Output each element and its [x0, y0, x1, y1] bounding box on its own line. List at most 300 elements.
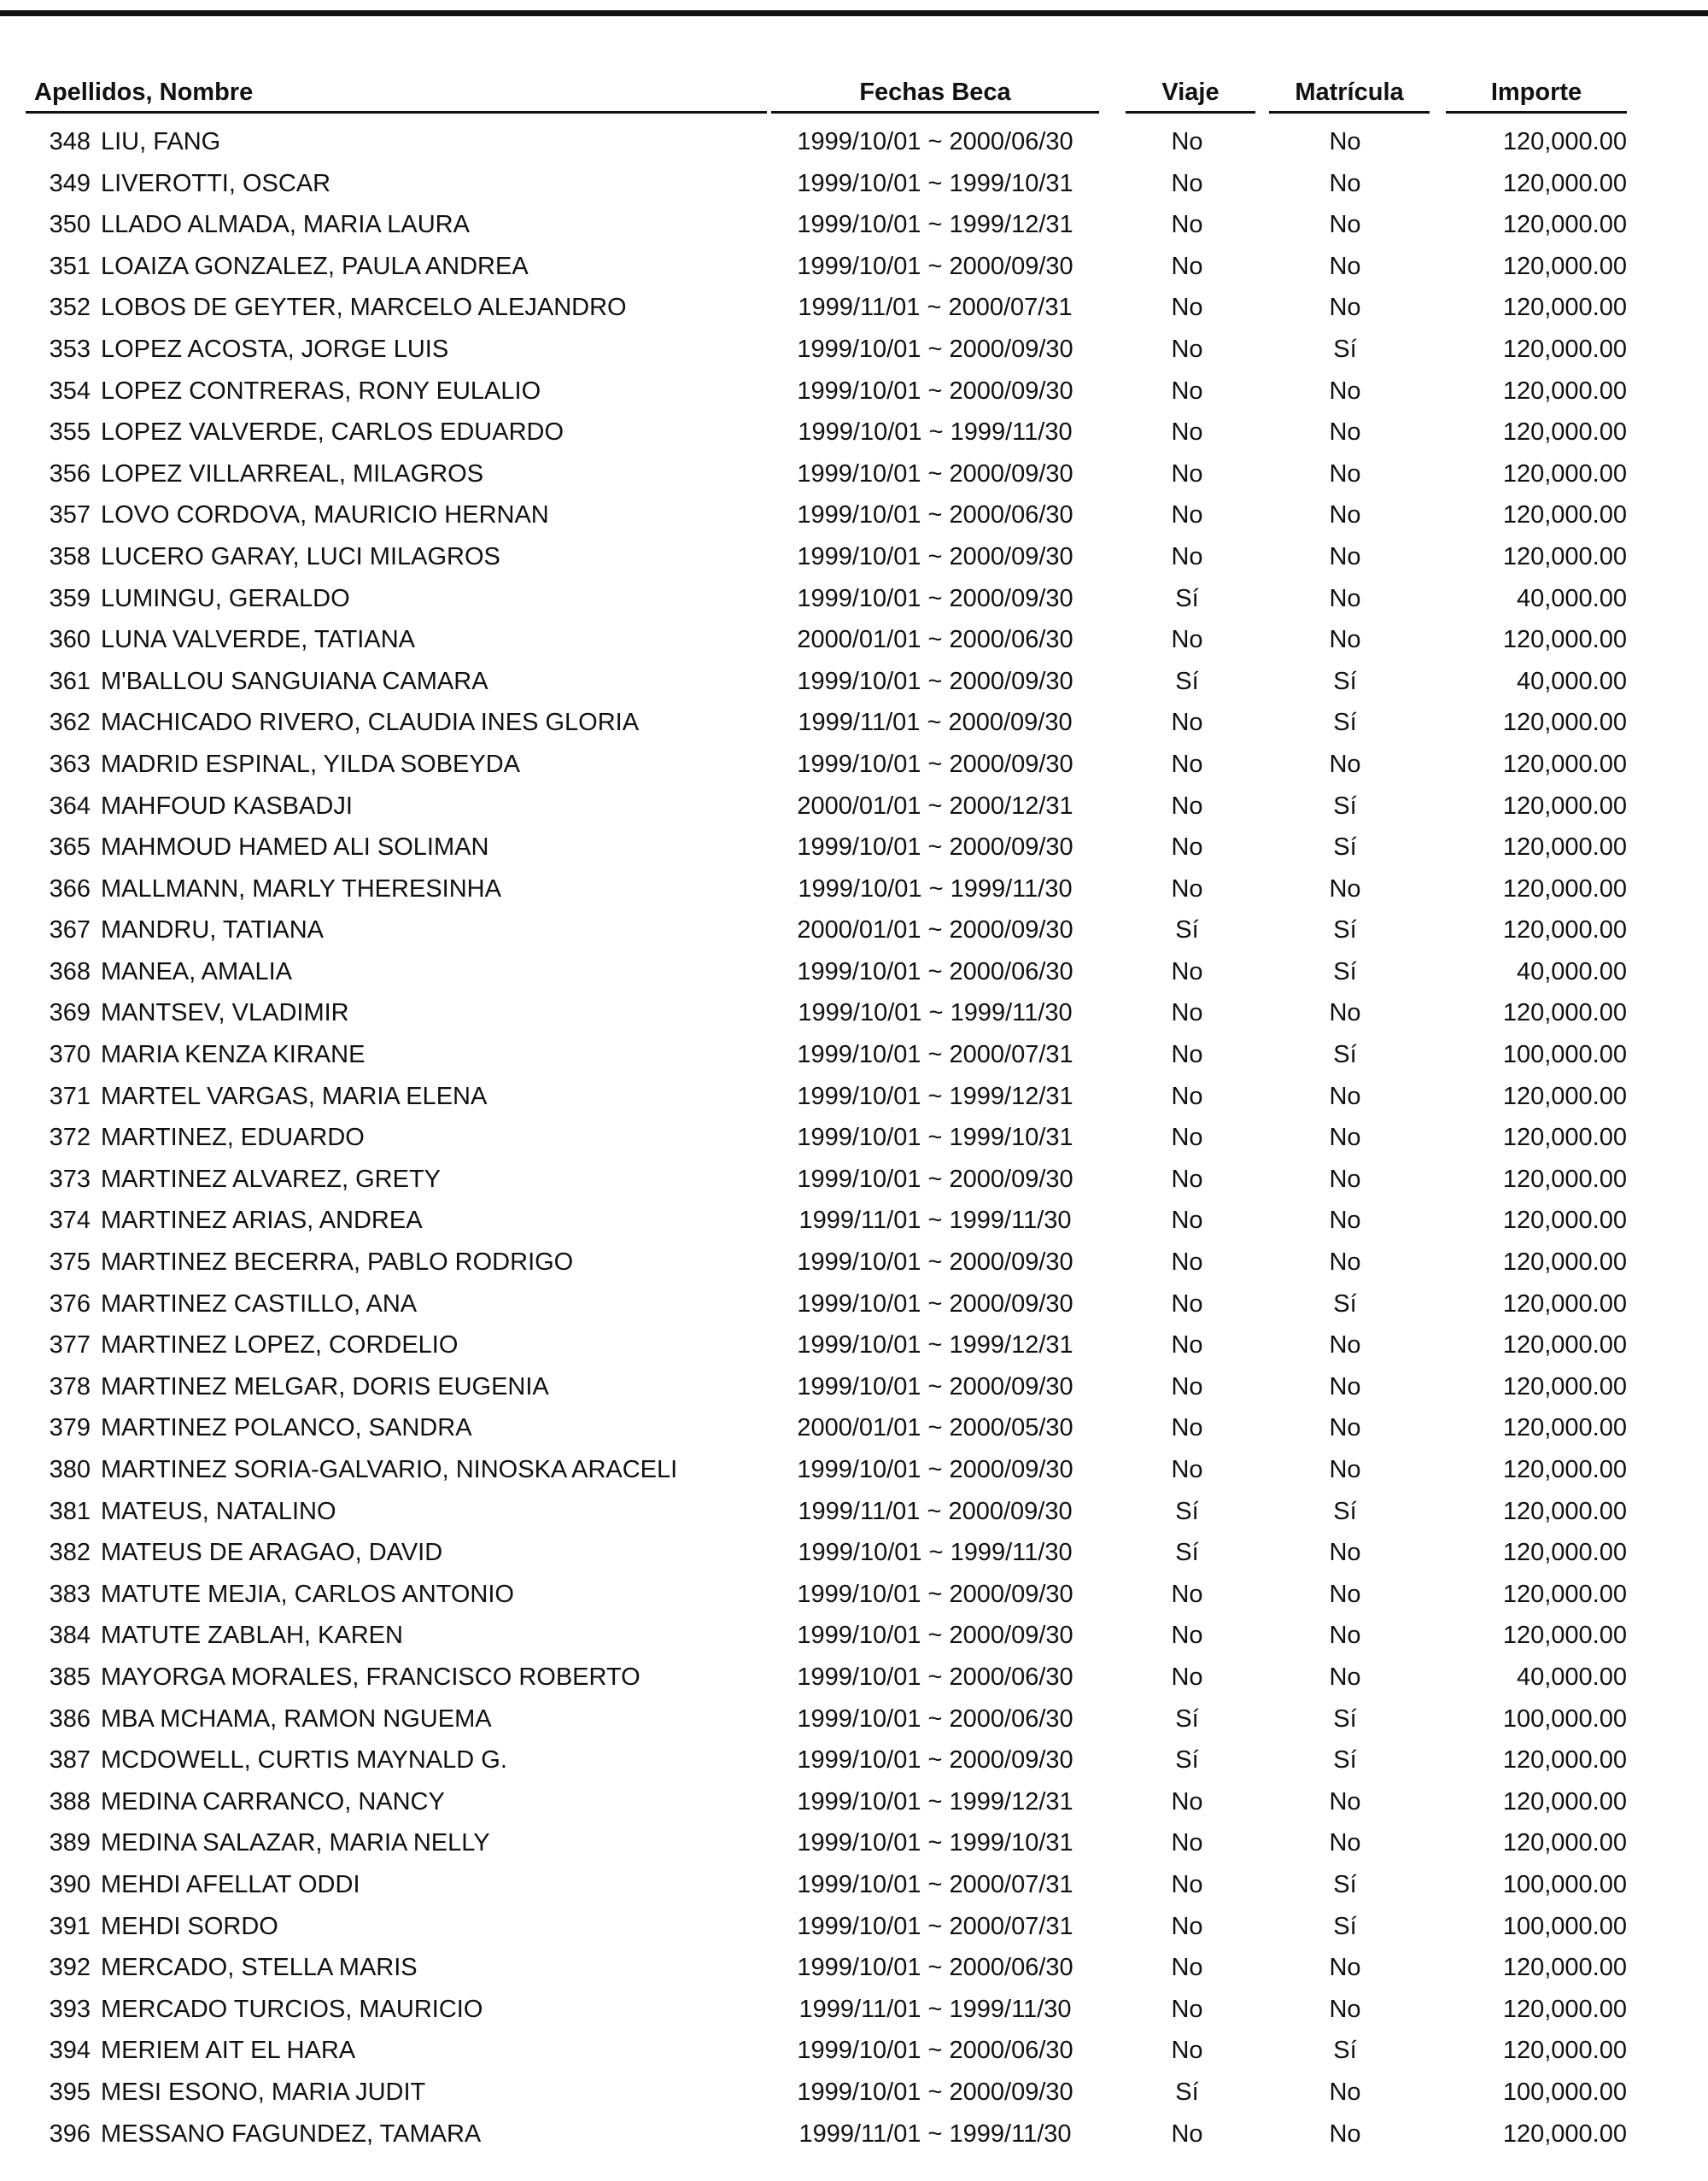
row-viaje: No	[1171, 1124, 1203, 1152]
table-row	[0, 1162, 1708, 1204]
row-viaje: No	[1171, 294, 1203, 322]
row-dates: 1999/10/01 ~ 1999/12/31	[797, 1331, 1073, 1359]
row-number: 394	[49, 2037, 91, 2065]
row-viaje: No	[1171, 501, 1203, 529]
row-dates: 1999/10/01 ~ 1999/10/31	[797, 1124, 1073, 1152]
row-name: MADRID ESPINAL, YILDA SOBEYDA	[101, 750, 521, 778]
header-underline-viaje	[1126, 111, 1255, 114]
row-viaje: No	[1171, 1954, 1203, 1982]
table-row	[0, 913, 1708, 955]
row-dates: 1999/10/01 ~ 2000/06/30	[797, 1954, 1073, 1982]
table-row	[0, 1287, 1708, 1329]
row-dates: 1999/10/01 ~ 2000/06/30	[797, 1704, 1073, 1733]
row-dates: 1999/11/01 ~ 1999/11/30	[798, 1207, 1072, 1235]
row-dates: 1999/10/01 ~ 2000/06/30	[797, 2037, 1073, 2065]
table-row	[0, 1038, 1708, 1079]
header-matricula: Matrícula	[1295, 79, 1404, 106]
row-importe: 40,000.00	[1516, 1663, 1627, 1691]
row-dates: 1999/11/01 ~ 1999/11/30	[798, 1995, 1072, 2023]
row-importe: 40,000.00	[1516, 584, 1627, 612]
row-name: MAHFOUD KASBADJI	[101, 792, 353, 820]
row-matricula: No	[1329, 1663, 1361, 1691]
row-number: 362	[49, 709, 91, 737]
row-matricula: No	[1329, 999, 1361, 1027]
row-dates: 1999/10/01 ~ 2000/09/30	[797, 459, 1073, 488]
row-name: MARTINEZ CASTILLO, ANA	[101, 1289, 418, 1318]
row-importe: 120,000.00	[1502, 2037, 1627, 2065]
table-row	[0, 996, 1708, 1038]
row-name: LOPEZ VILLARREAL, MILAGROS	[101, 459, 484, 488]
row-importe: 120,000.00	[1502, 211, 1627, 239]
row-name: LIU, FANG	[101, 128, 221, 155]
row-matricula: Sí	[1333, 1870, 1357, 1898]
row-importe: 100,000.00	[1502, 1912, 1627, 1940]
row-dates: 1999/10/01 ~ 2000/06/30	[797, 957, 1073, 985]
row-number: 393	[49, 1995, 91, 2023]
row-importe: 120,000.00	[1502, 1414, 1627, 1442]
row-dates: 1999/10/01 ~ 2000/09/30	[797, 667, 1073, 695]
row-number: 352	[49, 294, 91, 322]
row-number: 396	[49, 2120, 91, 2148]
row-importe: 120,000.00	[1502, 169, 1627, 197]
row-dates: 1999/10/01 ~ 1999/12/31	[797, 1082, 1073, 1110]
row-name: MACHICADO RIVERO, CLAUDIA INES GLORIA	[101, 709, 640, 737]
row-number: 363	[49, 750, 91, 778]
row-importe: 120,000.00	[1502, 1539, 1627, 1567]
row-viaje: No	[1171, 1912, 1203, 1940]
table-row	[0, 1370, 1708, 1412]
row-matricula: Sí	[1333, 1746, 1357, 1775]
row-matricula: No	[1329, 1124, 1361, 1152]
row-name: MEHDI AFELLAT ODDI	[101, 1870, 360, 1898]
table-row	[0, 1411, 1708, 1453]
row-name: LOPEZ VALVERDE, CARLOS EDUARDO	[101, 418, 564, 447]
row-importe: 120,000.00	[1502, 833, 1627, 862]
row-importe: 120,000.00	[1502, 418, 1627, 447]
table-row	[0, 1702, 1708, 1744]
row-viaje: Sí	[1175, 1497, 1199, 1525]
row-importe: 120,000.00	[1502, 1746, 1627, 1775]
row-name: LOBOS DE GEYTER, MARCELO ALEJANDRO	[101, 294, 627, 322]
row-dates: 2000/01/01 ~ 2000/12/31	[797, 792, 1073, 820]
row-importe: 120,000.00	[1502, 1372, 1627, 1400]
table-row	[0, 664, 1708, 706]
row-importe: 120,000.00	[1502, 1622, 1627, 1650]
row-importe: 120,000.00	[1502, 792, 1627, 820]
row-number: 366	[49, 874, 91, 903]
row-viaje: No	[1171, 1456, 1203, 1483]
table-row	[0, 1743, 1708, 1785]
row-importe: 120,000.00	[1502, 1497, 1627, 1525]
row-importe: 100,000.00	[1502, 1704, 1627, 1733]
row-importe: 120,000.00	[1502, 1248, 1627, 1277]
header-dates: Fechas Beca	[859, 79, 1011, 106]
row-number: 361	[49, 667, 91, 695]
table-row	[0, 1453, 1708, 1494]
row-matricula: No	[1329, 1539, 1361, 1567]
row-viaje: No	[1171, 2037, 1203, 2065]
row-name: LOAIZA GONZALEZ, PAULA ANDREA	[101, 252, 529, 280]
row-matricula: Sí	[1333, 1041, 1357, 1069]
row-matricula: No	[1329, 750, 1361, 778]
row-matricula: No	[1329, 501, 1361, 529]
row-importe: 40,000.00	[1516, 667, 1627, 695]
row-importe: 120,000.00	[1502, 294, 1627, 322]
row-number: 358	[49, 542, 91, 570]
row-matricula: No	[1329, 169, 1361, 197]
row-dates: 1999/10/01 ~ 2000/07/31	[797, 1041, 1073, 1069]
row-name: MATUTE ZABLAH, KAREN	[101, 1622, 403, 1650]
row-dates: 1999/10/01 ~ 2000/09/30	[797, 1248, 1073, 1277]
row-dates: 1999/10/01 ~ 2000/09/30	[797, 335, 1073, 363]
row-name: LUMINGU, GERALDO	[101, 584, 350, 612]
row-name: MARTINEZ, EDUARDO	[101, 1124, 365, 1152]
row-dates: 1999/10/01 ~ 2000/09/30	[797, 1580, 1073, 1608]
row-name: MARTINEZ BECERRA, PABLO RODRIGO	[101, 1248, 574, 1277]
row-number: 379	[49, 1414, 91, 1442]
row-importe: 120,000.00	[1502, 1082, 1627, 1110]
row-matricula: Sí	[1333, 667, 1357, 695]
row-dates: 2000/01/01 ~ 2000/06/30	[797, 626, 1073, 654]
row-viaje: No	[1171, 1580, 1203, 1608]
header-underline-matricula	[1269, 111, 1430, 114]
row-name: MAYORGA MORALES, FRANCISCO ROBERTO	[101, 1663, 640, 1691]
table-row	[0, 457, 1708, 499]
row-dates: 1999/10/01 ~ 1999/11/30	[798, 418, 1073, 447]
row-viaje: No	[1171, 1082, 1203, 1110]
row-number: 389	[49, 1829, 91, 1857]
table-row	[0, 1535, 1708, 1577]
row-name: LOPEZ ACOSTA, JORGE LUIS	[101, 335, 449, 363]
row-matricula: No	[1329, 584, 1361, 612]
row-importe: 120,000.00	[1502, 501, 1627, 529]
row-name: MARTEL VARGAS, MARIA ELENA	[101, 1082, 488, 1110]
row-name: MANEA, AMALIA	[101, 957, 293, 985]
row-matricula: Sí	[1333, 335, 1357, 363]
row-name: LOVO CORDOVA, MAURICIO HERNAN	[101, 501, 549, 529]
header-importe: Importe	[1490, 79, 1582, 106]
table-row	[0, 498, 1708, 540]
row-viaje: No	[1171, 1870, 1203, 1898]
row-matricula: No	[1329, 294, 1361, 322]
row-name: MARTINEZ LOPEZ, CORDELIO	[101, 1331, 459, 1359]
table-row	[0, 623, 1708, 664]
row-viaje: No	[1171, 626, 1203, 654]
table-row	[0, 747, 1708, 789]
row-matricula: No	[1329, 1082, 1361, 1110]
row-importe: 120,000.00	[1502, 999, 1627, 1027]
row-number: 376	[49, 1289, 91, 1318]
table-row	[0, 1826, 1708, 1868]
row-name: MATEUS, NATALINO	[101, 1497, 336, 1525]
table-row	[0, 582, 1708, 623]
row-dates: 1999/10/01 ~ 2000/09/30	[797, 252, 1073, 280]
row-viaje: No	[1171, 169, 1203, 197]
row-dates: 1999/10/01 ~ 2000/07/31	[797, 1912, 1073, 1940]
row-importe: 120,000.00	[1502, 1165, 1627, 1193]
row-viaje: No	[1171, 1829, 1203, 1857]
row-name: MAHMOUD HAMED ALI SOLIMAN	[101, 833, 489, 862]
row-viaje: No	[1171, 377, 1203, 405]
row-name: LLADO ALMADA, MARIA LAURA	[101, 211, 470, 239]
row-dates: 1999/10/01 ~ 2000/09/30	[797, 1165, 1073, 1193]
row-dates: 1999/10/01 ~ 2000/06/30	[797, 1663, 1073, 1691]
table-row	[0, 830, 1708, 872]
row-dates: 1999/11/01 ~ 2000/09/30	[798, 1497, 1073, 1525]
row-name: MARTINEZ ALVAREZ, GRETY	[101, 1165, 442, 1193]
table-row	[0, 1079, 1708, 1121]
table-row	[0, 1909, 1708, 1951]
row-viaje: No	[1171, 999, 1203, 1027]
row-dates: 1999/10/01 ~ 2000/09/30	[797, 750, 1073, 778]
row-number: 392	[49, 1954, 91, 1982]
header-underline-name	[26, 111, 767, 114]
row-viaje: No	[1171, 335, 1203, 363]
row-matricula: No	[1329, 626, 1361, 654]
row-dates: 2000/01/01 ~ 2000/09/30	[797, 916, 1073, 944]
row-number: 388	[49, 1787, 91, 1816]
table-row	[0, 208, 1708, 249]
row-viaje: No	[1171, 2120, 1203, 2148]
row-matricula: Sí	[1333, 916, 1357, 944]
table-row	[0, 1203, 1708, 1245]
row-viaje: No	[1171, 750, 1203, 778]
row-number: 375	[49, 1248, 91, 1277]
header-viaje: Viaje	[1161, 79, 1220, 106]
row-importe: 120,000.00	[1502, 874, 1627, 903]
row-matricula: No	[1329, 1372, 1361, 1400]
row-viaje: No	[1171, 1041, 1203, 1069]
row-number: 368	[49, 957, 91, 985]
row-name: MARTINEZ ARIAS, ANDREA	[101, 1207, 423, 1235]
row-matricula: Sí	[1333, 957, 1357, 985]
row-name: MESSANO FAGUNDEZ, TAMARA	[101, 2120, 482, 2148]
row-dates: 1999/10/01 ~ 1999/11/30	[798, 999, 1073, 1027]
row-name: LIVEROTTI, OSCAR	[101, 169, 331, 197]
row-name: MEDINA SALAZAR, MARIA NELLY	[101, 1829, 490, 1857]
row-number: 382	[49, 1539, 91, 1567]
scholarship-table	[0, 125, 1708, 2158]
row-viaje: No	[1171, 1372, 1203, 1400]
row-importe: 120,000.00	[1502, 1207, 1627, 1235]
row-number: 357	[49, 501, 91, 529]
row-importe: 120,000.00	[1502, 709, 1627, 737]
row-number: 383	[49, 1580, 91, 1608]
row-matricula: No	[1329, 1331, 1361, 1359]
row-dates: 1999/11/01 ~ 2000/07/31	[798, 294, 1073, 322]
row-matricula: No	[1329, 2120, 1361, 2148]
row-viaje: No	[1171, 1289, 1203, 1318]
row-name: MARIA KENZA KIRANE	[101, 1041, 366, 1069]
row-importe: 120,000.00	[1502, 626, 1627, 654]
row-number: 378	[49, 1372, 91, 1400]
row-dates: 1999/10/01 ~ 2000/07/31	[797, 1870, 1073, 1898]
row-number: 348	[49, 128, 91, 155]
row-viaje: No	[1171, 542, 1203, 570]
row-matricula: No	[1329, 1622, 1361, 1650]
table-row	[0, 1577, 1708, 1619]
row-importe: 120,000.00	[1502, 1456, 1627, 1483]
table-row	[0, 374, 1708, 416]
table-row	[0, 290, 1708, 332]
row-number: 374	[49, 1207, 91, 1235]
row-importe: 120,000.00	[1502, 1289, 1627, 1318]
row-dates: 1999/10/01 ~ 1999/12/31	[797, 211, 1073, 239]
row-number: 385	[49, 1663, 91, 1691]
header-underline-importe	[1446, 111, 1627, 114]
row-name: MALLMANN, MARLY THERESINHA	[101, 874, 501, 903]
table-row	[0, 955, 1708, 997]
row-importe: 120,000.00	[1502, 252, 1627, 280]
row-name: MBA MCHAMA, RAMON NGUEMA	[101, 1704, 492, 1733]
row-number: 384	[49, 1622, 91, 1650]
row-importe: 120,000.00	[1502, 1995, 1627, 2023]
row-viaje: No	[1171, 792, 1203, 820]
row-matricula: No	[1329, 1787, 1361, 1816]
row-matricula: No	[1329, 211, 1361, 239]
row-name: MARTINEZ MELGAR, DORIS EUGENIA	[101, 1372, 549, 1400]
row-viaje: No	[1171, 1207, 1203, 1235]
row-viaje: No	[1171, 709, 1203, 737]
row-viaje: No	[1171, 833, 1203, 862]
row-importe: 100,000.00	[1502, 1041, 1627, 1069]
row-matricula: No	[1329, 542, 1361, 570]
row-name: LUCERO GARAY, LUCI MILAGROS	[101, 542, 500, 570]
row-matricula: Sí	[1333, 1289, 1357, 1318]
row-viaje: No	[1171, 418, 1203, 447]
row-name: MARTINEZ SORIA-GALVARIO, NINOSKA ARACELI	[101, 1456, 678, 1483]
row-name: MANTSEV, VLADIMIR	[101, 999, 349, 1027]
row-matricula: No	[1329, 252, 1361, 280]
row-dates: 1999/10/01 ~ 1999/11/30	[798, 1539, 1073, 1567]
row-viaje: Sí	[1175, 1539, 1199, 1567]
row-dates: 1999/10/01 ~ 2000/09/30	[797, 377, 1073, 405]
row-dates: 1999/10/01 ~ 2000/09/30	[797, 1372, 1073, 1400]
row-dates: 1999/11/01 ~ 2000/09/30	[798, 709, 1073, 737]
row-viaje: No	[1171, 1248, 1203, 1277]
row-number: 360	[49, 626, 91, 654]
row-dates: 2000/01/01 ~ 2000/05/30	[797, 1414, 1073, 1442]
row-matricula: No	[1329, 1248, 1361, 1277]
row-viaje: Sí	[1175, 1704, 1199, 1733]
row-importe: 40,000.00	[1516, 957, 1627, 985]
table-row	[0, 332, 1708, 374]
row-number: 353	[49, 335, 91, 363]
row-name: MCDOWELL, CURTIS MAYNALD G.	[101, 1746, 507, 1775]
table-row	[0, 540, 1708, 582]
row-viaje: No	[1171, 211, 1203, 239]
row-name: LOPEZ CONTRERAS, RONY EULALIO	[101, 377, 541, 405]
row-matricula: Sí	[1333, 1704, 1357, 1733]
row-number: 391	[49, 1912, 91, 1940]
row-name: MARTINEZ POLANCO, SANDRA	[101, 1414, 472, 1442]
row-matricula: Sí	[1333, 833, 1357, 862]
row-importe: 100,000.00	[1502, 2078, 1627, 2106]
row-matricula: No	[1329, 1995, 1361, 2023]
row-matricula: No	[1329, 1829, 1361, 1857]
row-number: 356	[49, 459, 91, 488]
row-name: MATUTE MEJIA, CARLOS ANTONIO	[101, 1580, 514, 1608]
row-dates: 1999/10/01 ~ 2000/09/30	[797, 2078, 1073, 2106]
table-row	[0, 249, 1708, 291]
row-dates: 1999/10/01 ~ 2000/09/30	[797, 1746, 1073, 1775]
row-number: 387	[49, 1746, 91, 1775]
row-number: 377	[49, 1331, 91, 1359]
row-viaje: No	[1171, 957, 1203, 985]
row-dates: 1999/10/01 ~ 1999/12/31	[797, 1787, 1073, 1816]
row-importe: 120,000.00	[1502, 335, 1627, 363]
row-matricula: No	[1329, 1954, 1361, 1982]
row-number: 395	[49, 2078, 91, 2106]
table-row	[0, 2033, 1708, 2075]
row-matricula: No	[1329, 1207, 1361, 1235]
row-name: M'BALLOU SANGUIANA CAMARA	[101, 667, 488, 695]
row-importe: 120,000.00	[1502, 542, 1627, 570]
row-viaje: No	[1171, 1414, 1203, 1442]
top-rule	[0, 10, 1708, 16]
table-row	[0, 1868, 1708, 1909]
row-dates: 1999/10/01 ~ 2000/06/30	[797, 501, 1073, 529]
row-dates: 1999/10/01 ~ 2000/09/30	[797, 584, 1073, 612]
row-importe: 120,000.00	[1502, 916, 1627, 944]
row-number: 351	[49, 252, 91, 280]
table-row	[0, 1494, 1708, 1536]
table-row	[0, 2075, 1708, 2117]
row-dates: 1999/10/01 ~ 2000/09/30	[797, 1622, 1073, 1650]
row-name: MESI ESONO, MARIA JUDIT	[101, 2078, 426, 2106]
row-importe: 120,000.00	[1502, 1580, 1627, 1608]
row-number: 367	[49, 916, 91, 944]
row-dates: 1999/10/01 ~ 2000/09/30	[797, 1456, 1073, 1483]
row-viaje: Sí	[1175, 1746, 1199, 1775]
table-row	[0, 1785, 1708, 1827]
table-row	[0, 1120, 1708, 1162]
row-name: MERIEM AIT EL HARA	[101, 2037, 356, 2065]
row-viaje: Sí	[1175, 667, 1199, 695]
row-number: 359	[49, 584, 91, 612]
row-matricula: No	[1329, 418, 1361, 447]
table-row	[0, 1992, 1708, 2034]
table-row	[0, 1950, 1708, 1992]
row-importe: 120,000.00	[1502, 2120, 1627, 2148]
row-number: 372	[49, 1124, 91, 1152]
table-row	[0, 1245, 1708, 1287]
row-number: 386	[49, 1704, 91, 1733]
row-viaje: No	[1171, 1331, 1203, 1359]
row-viaje: Sí	[1175, 584, 1199, 612]
row-matricula: No	[1329, 1414, 1361, 1442]
row-matricula: No	[1329, 2078, 1361, 2106]
header-name: Apellidos, Nombre	[34, 79, 254, 106]
row-matricula: Sí	[1333, 2037, 1357, 2065]
row-matricula: Sí	[1333, 1912, 1357, 1940]
row-viaje: No	[1171, 459, 1203, 488]
row-viaje: No	[1171, 1622, 1203, 1650]
row-matricula: No	[1329, 128, 1361, 155]
row-number: 369	[49, 999, 91, 1027]
row-name: LUNA VALVERDE, TATIANA	[101, 626, 415, 654]
table-row	[0, 125, 1708, 167]
row-importe: 120,000.00	[1502, 1954, 1627, 1982]
row-number: 349	[49, 169, 91, 197]
row-name: MATEUS DE ARAGAO, DAVID	[101, 1539, 443, 1567]
table-row	[0, 167, 1708, 208]
row-name: MERCADO, STELLA MARIS	[101, 1954, 418, 1982]
row-viaje: No	[1171, 1165, 1203, 1193]
row-number: 371	[49, 1082, 91, 1110]
table-row	[0, 872, 1708, 914]
table-row	[0, 1328, 1708, 1370]
